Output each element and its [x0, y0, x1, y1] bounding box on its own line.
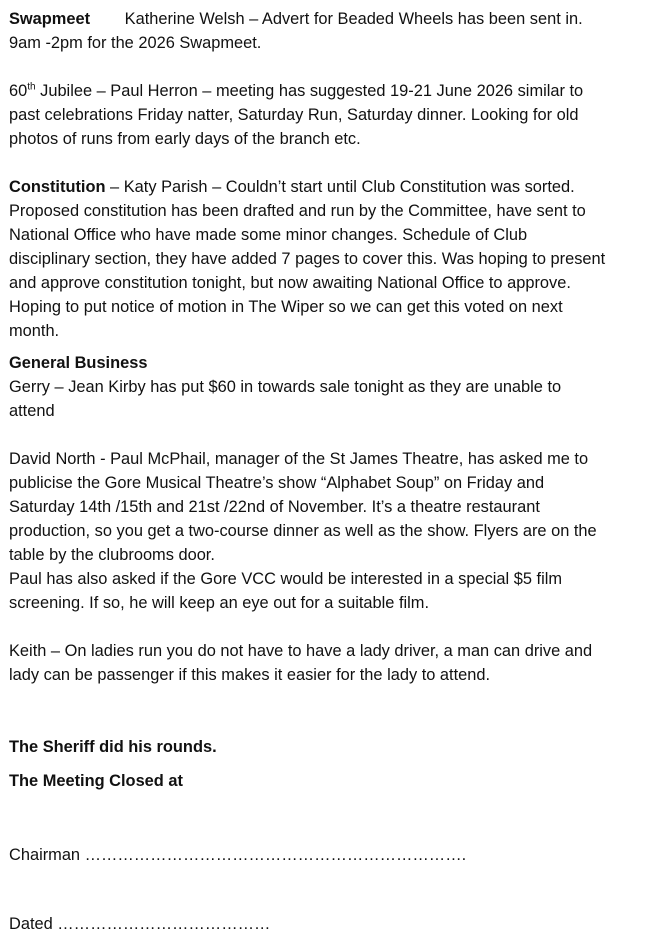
david-line-1: David North - Paul McPhail, manager of the St James Theatre, has asked me to — [9, 450, 589, 468]
gerry-line-1: Gerry – Jean Kirby has put $60 in towards sale tonight as they are unable to — [9, 378, 562, 396]
david-line-4: production, so you get a two-course dinner as well as the show. Flyers are on the — [9, 522, 597, 540]
keith-line-2: lady can be passenger if this makes it easier for the lady to attend. — [9, 666, 491, 684]
jubilee-line-1 — [9, 79, 641, 103]
general-business-heading — [9, 351, 641, 375]
david-line-7: screening. If so, he will keep an eye out for a suitable film. — [9, 594, 430, 612]
keith-line-1: Keith – On ladies run you do not have to have a lady driver, a man can drive and — [9, 642, 593, 660]
sheriff-text: The Sheriff did his rounds. — [9, 738, 217, 756]
meeting-closed-line — [9, 769, 641, 793]
jubilee-number: 60 — [9, 82, 28, 100]
swapmeet-line-1 — [9, 7, 641, 31]
gerry-line-2: attend — [9, 402, 55, 420]
constitution-line-7: month. — [9, 322, 60, 340]
dated-line: Dated ………………………………… — [9, 915, 271, 933]
chairman-signature-line: Chairman ……………………………………………………………. — [9, 846, 467, 864]
david-line-5: table by the clubrooms door. — [9, 546, 215, 564]
jubilee-suffix: th — [27, 81, 36, 93]
constitution-line-6: Hoping to put notice of motion in The Wiper so we can get this voted on next — [9, 298, 563, 316]
jubilee-line-3: photos of runs from early days of the branch etc. — [9, 130, 361, 148]
meeting-closed-text: The Meeting Closed at — [9, 772, 183, 790]
constitution-line-2: Proposed constitution has been drafted and run by the Committee, have sent to — [9, 202, 586, 220]
swapmeet-text: Katherine Welsh – Advert for Beaded Wheels has been sent in. — [124, 10, 583, 28]
swapmeet-heading: Swapmeet — [9, 10, 91, 28]
constitution-heading: Constitution — [9, 178, 106, 196]
constitution-line-1 — [9, 175, 641, 199]
jubilee-text: Jubilee – Paul Herron – meeting has suggested 19-21 June 2026 similar to — [35, 82, 584, 100]
swapmeet-line-2: 9am -2pm for the 2026 Swapmeet. — [9, 34, 262, 52]
general-business-heading-text: General Business — [9, 354, 148, 372]
david-line-3: Saturday 14th /15th and 21st /22nd of November. It’s a theatre restaurant — [9, 498, 540, 516]
david-line-2: publicise the Gore Musical Theatre’s show “Alphabet Soup” on Friday and — [9, 474, 545, 492]
sheriff-line — [9, 735, 641, 759]
jubilee-line-2: past celebrations Friday natter, Saturday Run, Saturday dinner. Looking for old — [9, 106, 579, 124]
constitution-line-3: National Office who have made some minor changes. Schedule of Club — [9, 226, 528, 244]
constitution-text: – Katy Parish – Couldn’t start until Club Constitution was sorted. — [105, 178, 575, 196]
constitution-line-4: disciplinary section, they have added 7 pages to cover this. Was hoping to present — [9, 250, 606, 268]
minutes-document — [9, 7, 641, 936]
david-line-6: Paul has also asked if the Gore VCC would be interested in a special $5 film — [9, 570, 563, 588]
constitution-line-5: and approve constitution tonight, but now awaiting National Office to approve. — [9, 274, 571, 292]
